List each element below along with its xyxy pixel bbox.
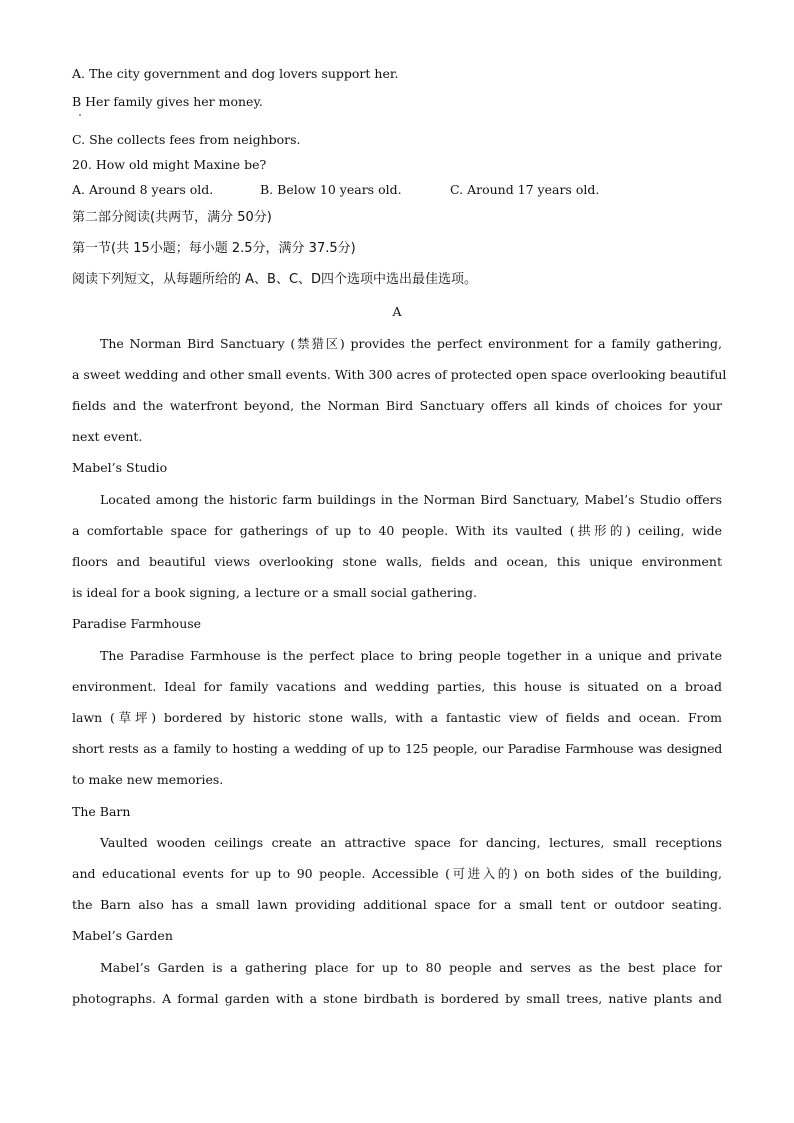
question-20-stem: 20. How old might Maxine be?	[72, 157, 267, 172]
barn-line: the Barn also has a small lawn providing additional space for a small tent or outdoor seating.	[72, 897, 722, 912]
studio-line: is ideal for a book signing, a lecture or a small social gathering.	[72, 585, 477, 600]
farmhouse-line: environment. Ideal for family vacations and wedding parties, this house is situated on a broad	[72, 679, 722, 694]
farmhouse-line: short rests as a family to hosting a wedding of up to 125 people, our Paradise Farmhouse was designed	[72, 741, 722, 756]
option-19-b: B Her family gives her money.	[72, 94, 263, 109]
option-19-c: C. She collects fees from neighbors.	[72, 132, 301, 147]
intro-line: next event.	[72, 429, 143, 444]
stray-mark	[79, 114, 81, 116]
barn-line: Vaulted wooden ceilings create an attractive space for dancing, lectures, small receptions	[100, 835, 722, 850]
intro-line: a sweet wedding and other small events. With 300 acres of protected open space overlooking beautiful	[72, 367, 727, 382]
passage-label: A	[392, 304, 402, 319]
studio-line: Located among the historic farm buildings in the Norman Bird Sanctuary, Mabel’s Studio offers	[100, 492, 722, 507]
option-20-c: C. Around 17 years old.	[450, 182, 600, 197]
studio-heading: Mabel’s Studio	[72, 460, 168, 475]
studio-line: floors and beautiful views overlooking stone walls, fields and ocean, this unique environment	[72, 554, 722, 569]
option-19-a: A. The city government and dog lovers support her.	[72, 66, 399, 81]
option-20-a: A. Around 8 years old.	[72, 182, 214, 197]
farmhouse-line: The Paradise Farmhouse is the perfect place to bring people together in a unique and private	[100, 648, 722, 663]
barn-line: and educational events for up to 90 people. Accessible (可进入的) on both sides of the building,	[72, 866, 722, 881]
garden-line: Mabel’s Garden is a gathering place for up to 80 people and serves as the best place for	[100, 960, 722, 975]
garden-line: photographs. A formal garden with a stone birdbath is bordered by small trees, native plants and	[72, 991, 722, 1006]
intro-line: The Norman Bird Sanctuary (禁猎区) provides the perfect environment for a family gathering,	[100, 336, 722, 351]
barn-heading: The Barn	[72, 804, 131, 819]
farmhouse-line: lawn (草坪) bordered by historic stone walls, with a fantastic view of fields and ocean. From	[72, 710, 722, 725]
studio-line: a comfortable space for gatherings of up to 40 people. With its vaulted (拱形的) ceiling, wide	[72, 523, 722, 538]
farmhouse-line: to make new memories.	[72, 772, 224, 787]
farmhouse-heading: Paradise Farmhouse	[72, 616, 202, 631]
part-title: 第二部分阅读(共两节，满分 50分)	[72, 210, 272, 225]
section-subtitle: 第一节(共 15小题；每小题 2.5分，满分 37.5分)	[72, 241, 356, 256]
question-20-options	[72, 182, 722, 198]
option-20-b: B. Below 10 years old.	[260, 182, 402, 197]
garden-heading: Mabel’s Garden	[72, 928, 173, 943]
intro-line: fields and the waterfront beyond, the Norman Bird Sanctuary offers all kinds of choices for your	[72, 398, 722, 413]
instruction: 阅读下列短文，从每题所给的 A、B、C、D四个选项中选出最佳选项。	[72, 272, 478, 287]
